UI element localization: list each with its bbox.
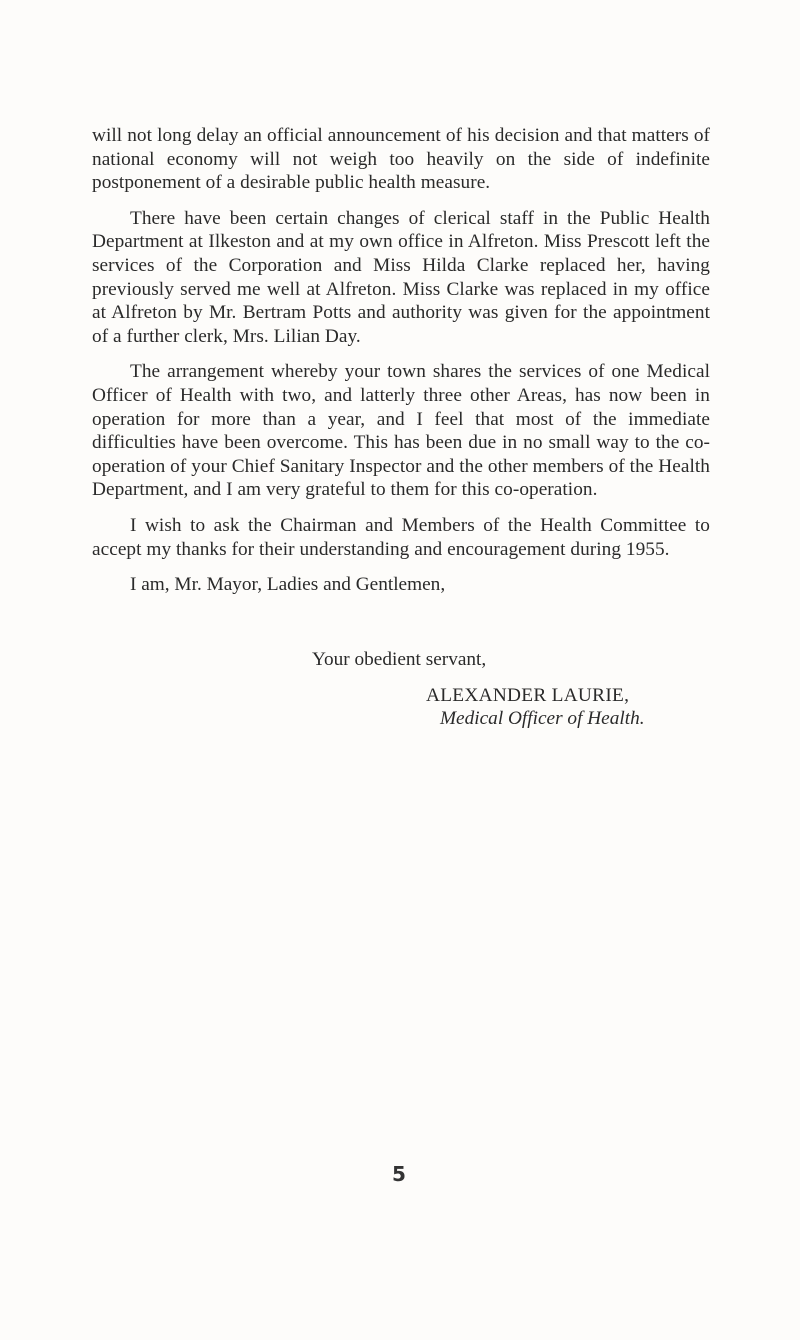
closing-line: I am, Mr. Mayor, Ladies and Gentlemen, bbox=[130, 574, 446, 596]
signature-block bbox=[426, 684, 645, 730]
page-number: 5 bbox=[392, 1162, 406, 1186]
letter-body bbox=[92, 124, 710, 597]
paragraph-continuation: will not long delay an official announcement of his decision and that matters of national economy will not weigh too heavily on the side of indefinite postponement of a desirable public health measure. bbox=[92, 125, 710, 194]
paragraph-thanks: I wish to ask the Chairman and Members of the Health Committee to accept my thanks for their understanding and encouragement during 1955. bbox=[92, 514, 710, 560]
signer-name: ALEXANDER LAURIE, bbox=[426, 685, 630, 706]
paragraph-staff-changes: There have been certain changes of clerical staff in the Public Health Department at Ilkeston and at my own office in Alfreton. Miss Prescott left the services of the Corporation and Miss Hilda Clarke replaced her, having previously served me well at Alfreton. Miss Clarke was replaced in my office at Alfreton by Mr. Bertram Potts and authority was given for the appointment of a further clerk, Mrs. Lilian Day. bbox=[92, 207, 710, 347]
valediction: Your obedient servant, bbox=[312, 649, 487, 670]
signer-title: Medical Officer of Health. bbox=[440, 708, 645, 729]
paragraph-arrangement: The arrangement whereby your town shares the services of one Medical Officer of Health with two, and latterly three other Areas, has now been in operation for more than a year, and I feel that most of the immediate difficulties have been overcome. This has been due in no small way to the co-operation of your Chief Sanitary Inspector and the other members of the Health Department, and I am very grateful to them for this co-operation. bbox=[92, 361, 710, 501]
